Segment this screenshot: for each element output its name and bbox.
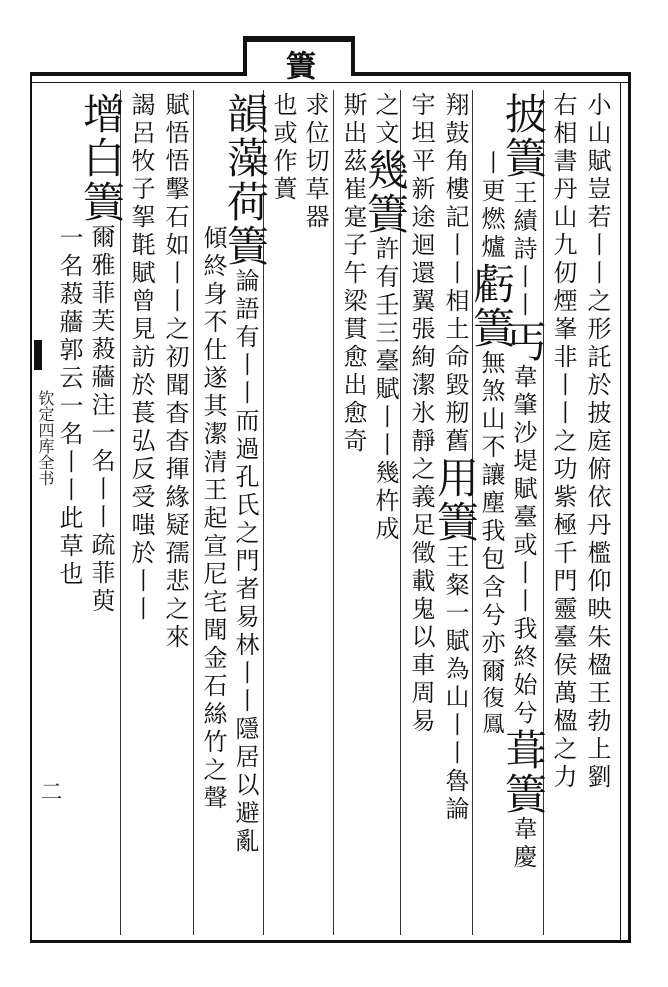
text-column bbox=[361, 92, 410, 544]
text-column bbox=[298, 92, 332, 232]
text-column bbox=[336, 92, 370, 456]
text-segment: 茲崔寔子午梁貫愈出愈奇 bbox=[339, 148, 367, 456]
text-segment: 爾雅菲芙蔱蘠注一名丨丨疏菲萸 bbox=[87, 224, 115, 616]
text-column bbox=[158, 92, 192, 652]
margin-fish-tail bbox=[34, 340, 42, 370]
text-column bbox=[580, 92, 614, 792]
text-segment: 右相書丹山九仞煙峯非丨丨之功紫極千門靈臺侯萬楹之力 bbox=[549, 92, 577, 792]
top-inner-line bbox=[30, 82, 631, 83]
headword: 虧簀 bbox=[467, 262, 516, 350]
text-segment: 求位切草器 bbox=[301, 92, 329, 232]
tab-left-edge bbox=[243, 38, 247, 76]
text-segment: 也或作蕢 bbox=[269, 92, 297, 204]
text-column bbox=[499, 92, 548, 872]
text-segment: 傾終身不仕遂其潔清王起宣尼宅聞金石絲竹之聲 bbox=[199, 225, 227, 813]
top-border-left bbox=[30, 72, 245, 76]
tab-title: 簀 bbox=[280, 50, 315, 80]
text-column bbox=[196, 225, 230, 813]
text-column bbox=[221, 92, 270, 856]
text-segment: 宇坦平新途迴還翼張絢潔氷靜 bbox=[407, 92, 435, 456]
text-segment: 論語有丨丨而過孔氏之門者易林丨丨隱居以避亂 bbox=[231, 268, 259, 856]
text-column bbox=[467, 150, 516, 738]
tab-right-edge bbox=[351, 38, 355, 76]
headword: 增 bbox=[77, 92, 126, 136]
headword: 用簀 bbox=[431, 456, 480, 544]
left-margin-line bbox=[30, 72, 32, 942]
tab-top-edge bbox=[243, 36, 355, 42]
right-border bbox=[628, 72, 631, 942]
column-divider bbox=[333, 90, 334, 935]
headword: 披簀 bbox=[499, 92, 548, 180]
headword: 葺簀 bbox=[499, 728, 548, 816]
text-segment: 王績詩丨丨 bbox=[509, 180, 537, 320]
headword: 白簀 bbox=[77, 136, 126, 224]
text-segment: 韋肇沙堤賦臺或丨丨我終始兮 bbox=[509, 364, 537, 728]
text-column bbox=[266, 92, 300, 204]
headword: 丐 bbox=[499, 320, 548, 364]
margin-note: 钦定四库全书 bbox=[36, 390, 55, 486]
text-segment: 許有壬三臺賦丨丨幾杵成 bbox=[371, 236, 399, 544]
text-segment: 一名蔱蘠郭云一名丨丨此草也 bbox=[55, 225, 83, 589]
text-segment: 之義足徵載鬼以車周易 bbox=[407, 456, 435, 736]
text-column bbox=[431, 92, 480, 824]
text-segment: 丨更燃爐 bbox=[477, 150, 505, 262]
text-segment: 斯出 bbox=[339, 92, 367, 148]
text-segment: 謁呂牧子挐㲨賦曾見訪於萇弘反受嗤於丨丨 bbox=[127, 92, 155, 624]
margin-folio: 二 bbox=[37, 780, 62, 802]
text-segment: 王粲一賦為山丨丨魯論 bbox=[441, 544, 469, 824]
text-column bbox=[546, 92, 580, 792]
text-segment: 之文 bbox=[371, 92, 399, 148]
text-segment: 小山賦豈若丨丨之形託於披庭俯依丹檻仰映朱楹王勃上劉 bbox=[583, 92, 611, 792]
text-segment: 翔鼓角樓記丨丨相土命毀剏舊 bbox=[441, 92, 469, 456]
headword: 幾簀 bbox=[361, 148, 410, 236]
text-segment: 無煞山不讓塵我包含兮亦爾 bbox=[477, 350, 505, 686]
text-segment: 韋慶 bbox=[509, 816, 537, 872]
text-column bbox=[124, 92, 158, 624]
text-column bbox=[52, 225, 86, 589]
column-divider bbox=[193, 90, 194, 935]
text-column bbox=[77, 92, 126, 616]
headword: 韻藻 bbox=[221, 92, 270, 180]
right-inner-border bbox=[620, 82, 621, 942]
headword: 荷簀 bbox=[221, 180, 270, 268]
text-segment: 賦悟悟擊石如丨丨之初聞杳杳揮緣疑孺悲之來 bbox=[161, 92, 189, 652]
top-border-right bbox=[351, 72, 631, 76]
text-segment: 復鳳 bbox=[479, 686, 504, 738]
bottom-border bbox=[30, 940, 631, 943]
